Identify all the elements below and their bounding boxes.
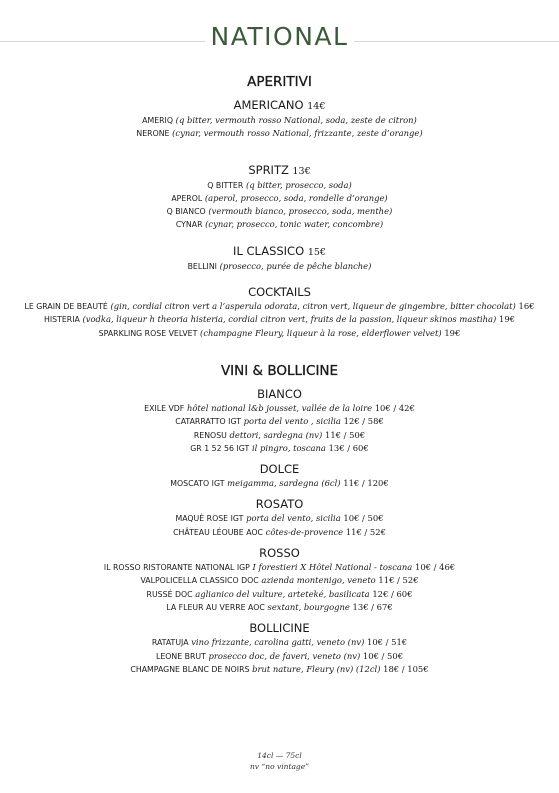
- menu-item: [0, 218, 559, 231]
- item-price: 10€ / 42€: [374, 402, 415, 413]
- menu-item: [0, 260, 559, 273]
- item-description: (vermouth bianco, prosecco, soda, menthe): [208, 206, 393, 217]
- item-description: (q bitter, vermouth rosso National, soda, zeste de citron): [175, 115, 417, 125]
- item-description: meigamma, sardegna (6cl): [227, 478, 341, 489]
- item-name: VALPOLICELLA CLASSICO DOC: [140, 576, 259, 586]
- footer-notes: [0, 751, 559, 772]
- item-description: brut nature, Fleury (nv) (12cl): [252, 663, 381, 674]
- menu-content: [0, 73, 559, 676]
- item-price: 11€ / 52€: [378, 575, 419, 586]
- group-title-bollicine: BOLLICINE: [249, 621, 310, 636]
- item-name: AMERIQ: [142, 116, 173, 125]
- item-name: GR 1 52 56 IGT: [190, 443, 250, 453]
- section-title-vini: VINI & BOLLICINE: [220, 362, 339, 379]
- item-name: CYNAR: [175, 220, 203, 230]
- item-description: (cynar, vermouth rosso National, frizzante, zeste d’orange): [172, 128, 423, 139]
- item-price: 11€ / 120€: [343, 478, 389, 489]
- wine-item: [0, 574, 559, 587]
- item-description: azienda montenigo, veneto: [261, 575, 376, 586]
- wine-item: [0, 663, 559, 676]
- item-name: CHÂTEAU LÉOUBE AOC: [173, 527, 263, 537]
- item-price: 13€ / 67€: [352, 601, 393, 612]
- item-price: 12€ / 58€: [343, 416, 384, 427]
- item-name: IL ROSSO RISTORANTE NATIONAL IGP: [103, 563, 250, 573]
- group-title-spritz: [0, 163, 559, 179]
- item-description: porta del vento , sicilia: [243, 416, 341, 427]
- menu-item: [0, 192, 559, 205]
- wine-item: [0, 402, 559, 415]
- item-description: (gin, cordial citron vert a l’asperula odorata, citron vert, liqueur de gingembre, bitter chocolat): [110, 301, 516, 312]
- group-title-americano: [0, 98, 559, 114]
- section-title-aperitivi: APERITIVI: [247, 74, 312, 90]
- wine-item: [0, 636, 559, 649]
- wine-item: [0, 415, 559, 428]
- item-description: côtes-de-provence: [265, 526, 344, 537]
- menu-item: [0, 205, 559, 218]
- group-price: 15€: [307, 246, 326, 258]
- item-name: RATATUJA: [151, 638, 189, 648]
- footer-nv-note: nv “no vintage”: [249, 761, 310, 771]
- item-price: 13€ / 60€: [328, 442, 369, 453]
- item-description: aglianico del vulture, arteteké, basilicata: [195, 588, 370, 599]
- menu-item: [0, 179, 559, 192]
- wine-item: [0, 650, 559, 663]
- item-name: Q BITTER: [207, 180, 244, 190]
- group-title-cocktails: COCKTAILS: [248, 285, 311, 300]
- item-price: 10€ / 46€: [414, 562, 456, 573]
- item-price: 11€ / 50€: [324, 429, 366, 440]
- group-title-rosso: ROSSO: [259, 546, 300, 561]
- group-name: SPRITZ: [248, 162, 289, 177]
- item-description: (aperol, prosecco, soda, rondelle d’orange): [204, 192, 388, 203]
- group-title-rosato: ROSATO: [255, 497, 304, 512]
- menu-item: [0, 114, 559, 127]
- item-description: (prosecco, purée de pêche blanche): [219, 260, 372, 271]
- wine-item: [0, 601, 559, 614]
- item-name: RENOSU: [193, 430, 227, 440]
- item-description: prosecco doc, de faveri, veneto (nv): [208, 650, 361, 661]
- wine-item: [0, 512, 559, 525]
- item-name: EXILE VDF: [144, 403, 185, 413]
- item-name: APEROL: [171, 193, 203, 203]
- item-description: hôtel national l&b jousset, vallée de la loire: [186, 402, 373, 413]
- item-description: (cynar, prosecco, tonic water, concombre): [205, 219, 384, 230]
- item-description: (vodka, liqueur h theoria histeria, cordial citron vert, fruits de la passion, liqueur skinos mastiha): [82, 314, 497, 325]
- item-name: CATARRATTO IGT: [175, 417, 241, 427]
- footer-sizes: 14cl — 75cl: [257, 751, 302, 760]
- item-name: RUSSÉ DOC: [146, 589, 193, 599]
- group-title-dolce: DOLCE: [259, 462, 300, 477]
- item-name: LA FLEUR AU VERRE AOC: [166, 602, 265, 612]
- item-description: I forestieri X Hôtel National - toscana: [252, 562, 413, 573]
- item-price: 16€: [518, 301, 535, 312]
- wine-item: [0, 561, 559, 574]
- group-name: IL CLASSICO: [233, 243, 305, 258]
- item-description: (champagne Fleury, liqueur à la rose, elderflower velvet): [200, 327, 442, 338]
- item-description: (q bitter, prosecco, soda): [245, 179, 352, 190]
- item-price: 10€ / 50€: [343, 513, 384, 524]
- menu-item: [0, 313, 559, 326]
- item-price: 19€: [499, 314, 515, 325]
- item-description: sextant, bourgogne: [267, 601, 350, 612]
- brand-text: NATIONAL: [205, 22, 355, 51]
- item-price: 12€ / 60€: [372, 588, 413, 599]
- item-name: Q BIANCO: [166, 207, 206, 217]
- menu-item: [0, 127, 559, 140]
- item-name: BELLINI: [187, 261, 217, 271]
- item-name: SPARKLING ROSE VELVET: [98, 328, 198, 338]
- group-title-bianco: BIANCO: [257, 386, 302, 401]
- wine-item: [0, 442, 559, 455]
- item-name: LEONE BRUT: [155, 651, 206, 661]
- group-name: AMERICANO: [233, 98, 304, 112]
- wine-item: [0, 526, 559, 539]
- menu-item: [0, 300, 559, 313]
- item-name: NERONE: [136, 129, 170, 139]
- wine-item: [0, 588, 559, 601]
- group-title-il-classico: [0, 244, 559, 260]
- wine-item: [0, 477, 559, 490]
- group-price: 13€: [292, 165, 311, 177]
- item-price: 18€ / 105€: [383, 663, 429, 674]
- menu-item: [0, 327, 559, 340]
- item-price: 10€ / 50€: [362, 650, 404, 661]
- item-description: il pingro, toscana: [251, 442, 326, 453]
- item-price: 11€ / 52€: [345, 526, 386, 537]
- item-name: LE GRAIN DE BEAUTÉ: [24, 302, 108, 312]
- item-name: MAQUÈ ROSE IGT: [175, 514, 244, 524]
- item-price: 19€: [444, 327, 461, 338]
- item-name: CHAMPAGNE BLANC DE NOIRS: [130, 664, 250, 674]
- wine-item: [0, 429, 559, 442]
- item-description: vino frizzante, carolina gatti, veneto (nv): [191, 637, 365, 648]
- item-name: MOSCATO IGT: [170, 479, 225, 489]
- item-price: 10€ / 51€: [367, 637, 408, 648]
- item-description: porta del vento, sicilia: [246, 513, 341, 524]
- group-price: 14€: [307, 101, 326, 112]
- item-name: HISTERIA: [43, 315, 80, 325]
- item-description: dettori, sardegna (nv): [229, 429, 323, 440]
- brand-title: [0, 19, 559, 55]
